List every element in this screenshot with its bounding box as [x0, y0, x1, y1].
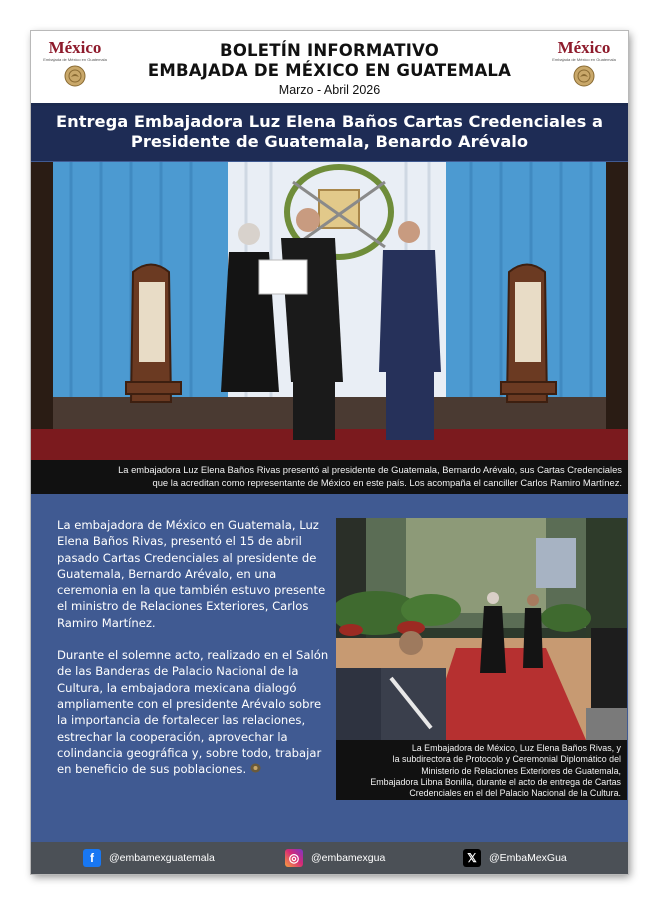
photo-caption-2-line-3: Ministerio de Relaciones Exteriores de Guatemala, [421, 765, 621, 776]
paragraph-2-text: Durante el solemne acto, realizado en el Salón de las Banderas de Palacio Nacional de la Cultura, la embajadora mexicana dialogó ampliamente con el presidente Arévalo sobre la importancia de fortalecer las relaciones, estrechar la cooperación, aprovechar la colindancia geográfica y, sobre todo, trabajar en beneficio de sus poblaciones. [57, 648, 329, 777]
paragraph-1: La embajadora de México en Guatemala, Luz Elena Baños Rivas, presentó el 15 de abril pasado Cartas Credenciales al presidente de Guatemala, Bernardo Arévalo, en una ceremonia en la que también estuvo presente el ministro de Relaciones Exteriores, Carlos Ramiro Martínez. [57, 518, 326, 630]
credentials-ceremony-photo [31, 162, 628, 460]
mexico-logo-right [548, 39, 620, 95]
facebook-link[interactable] [83, 849, 215, 867]
header [31, 31, 628, 106]
social-footer [31, 842, 628, 874]
logo-word: México [557, 38, 611, 57]
paragraph-2 [57, 647, 329, 777]
x-link[interactable] [463, 849, 567, 867]
issue-date: Marzo - Abril 2026 [278, 83, 381, 97]
logo-word: México [48, 38, 102, 57]
logo-subtitle: Embajada de México en Guatemala [552, 57, 616, 62]
facebook-handle[interactable]: @embamexguatemala [109, 852, 215, 864]
bulletin-title: BOLETÍN INFORMATIVO [220, 41, 439, 60]
x-icon: 𝕏 [463, 849, 481, 867]
photo-caption-2-line-4: Embajadora Libna Bonilla, durante el acto de entrega de Cartas [370, 776, 621, 787]
x-handle[interactable]: @EmbaMexGua [489, 852, 567, 864]
bulletin-page [31, 31, 628, 874]
embassy-title: EMBAJADA DE MÉXICO EN GUATEMALA [147, 61, 512, 80]
mexico-logo-left [39, 39, 111, 95]
article-title-line-2: Presidente de Guatemala, Benardo Arévalo [130, 132, 529, 151]
eagle-seal-icon [64, 65, 86, 87]
photo-caption-2-line-5: Credenciales en el del Palacio Nacional de la Cultura. [409, 788, 621, 799]
facebook-icon: f [83, 849, 101, 867]
palace-corridor-photo [336, 518, 627, 740]
article-body [57, 517, 329, 793]
instagram-icon: ◎ [285, 849, 303, 867]
article-title [31, 106, 628, 161]
article-title-line-1: Entrega Embajadora Luz Elena Baños Cartas Credenciales a [56, 112, 603, 131]
eagle-seal-icon [573, 65, 595, 87]
header-title-block [121, 41, 538, 98]
photo-caption-2-line-2: la subdirectora de Protocolo y Ceremonial Diplomático del [392, 754, 621, 765]
instagram-handle[interactable]: @embamexgua [311, 852, 386, 864]
photo-caption-1-line-2: que la acreditan como representante de México en este país. Los acompaña el canciller Carlos Ramiro Martínez. [152, 476, 622, 488]
photo-caption-1-line-1: La embajadora Luz Elena Baños Rivas presentó al presidente de Guatemala, Bernardo Arévalo, sus Cartas Credenciales [118, 464, 622, 475]
photo-caption-1 [31, 460, 628, 494]
photo-caption-2 [336, 740, 627, 800]
photo-caption-2-line-1: La Embajadora de México, Luz Elena Baños Rivas, y [411, 743, 621, 753]
logo-subtitle: Embajada de México en Guatemala [43, 57, 107, 62]
instagram-link[interactable] [285, 849, 385, 867]
guatemala-emblem-icon [250, 763, 261, 773]
